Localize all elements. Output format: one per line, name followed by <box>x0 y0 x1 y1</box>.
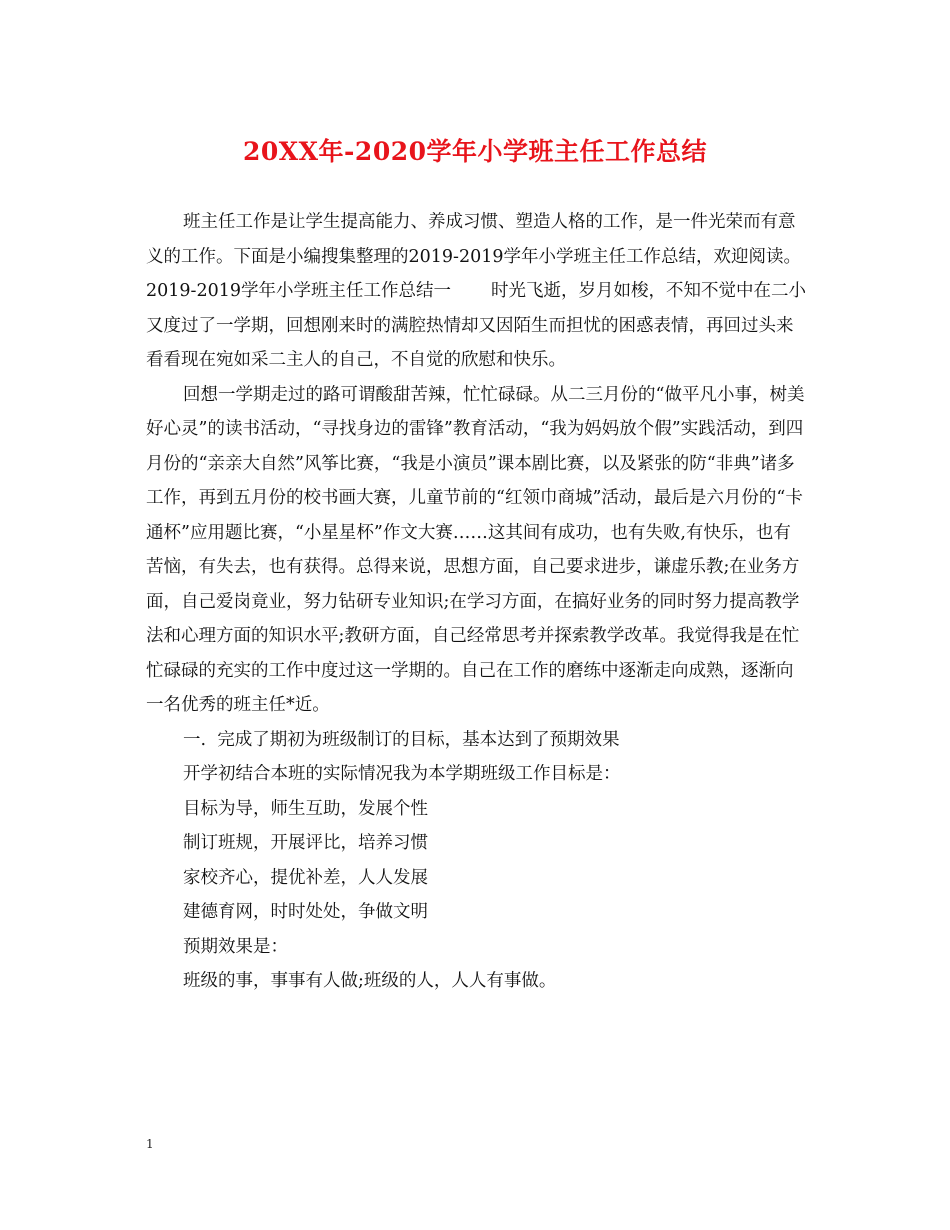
goal-item: 建德育网，时时处处，争做文明 <box>183 902 428 922</box>
page-number: 1 <box>146 1137 154 1151</box>
goal-item: 家校齐心，提优补差，人人发展 <box>183 867 428 888</box>
document-body <box>146 205 806 999</box>
intro-paragraph: 班主任工作是让学生提高能力、养成习惯、塑造人格的工作，是一件光荣而有意义的工作。下面是小编搜集整理的2019-2019学年小学班主任工作总结，欢迎阅读。 <box>146 212 801 267</box>
goal-item: 制订班规，开展评比，培养习惯 <box>183 833 428 853</box>
review-paragraph: 回想一学期走过的路可谓酸甜苦辣，忙忙碌碌。从二三月份的“做平凡小事，树美好心灵”的读书活动，“寻找身边的雷锋”教育活动，“我为妈妈放个假”实践活动，到四月份的“亲亲大自然”风筝比赛，“我是小演员”课本剧比赛，以及紧张的防“非典”诸多工作，再到五月份的校书画大赛，儿童节前的“红领巾商城”活动，最后是六月份的“卡通杯”应用题比赛，“小星星杯”作文大赛……这其间有成功，也有失败,有快乐，也有苦恼，有失去，也有获得。总得来说，思想方面，自己要求进步，谦虚乐教;在业务方面，自己爱岗竟业，努力钻研专业知识;在学习方面，在搞好业务的同时努力提高教学法和心理方面的知识水平;教研方面，自己经常思考并探索教学改革。我觉得我是在忙忙碌碌的充实的工作中度过这一学期的。自己在工作的磨练中逐渐走向成熟，逐渐向一名优秀的班主任*近。 <box>146 384 805 715</box>
expected-intro: 预期效果是： <box>183 936 288 957</box>
document-title: 20XX年-2020学年小学班主任工作总结 <box>242 137 708 166</box>
section-heading: 2019-2019学年小学班主任工作总结一 <box>146 281 451 301</box>
section-paragraph <box>146 274 806 378</box>
expected-effect: 班级的事，事事有人做;班级的人，人人有事做。 <box>183 971 557 991</box>
section-opening: 时光飞逝，岁月如梭，不知不觉中在二小又度过了一学期，回想刚来时的满腔热情却又因陌生而担忧的困惑表情，再回过头来看看现在宛如采二主人的自己，不自觉的欣慰和快乐。 <box>146 281 806 370</box>
goal-item: 目标为导，师生互助，发展个性 <box>183 798 428 819</box>
goals-intro: 开学初结合本班的实际情况我为本学期班级工作目标是： <box>183 764 621 784</box>
point-one-heading: 一. 完成了期初为班级制订的目标，基本达到了预期效果 <box>183 729 620 750</box>
